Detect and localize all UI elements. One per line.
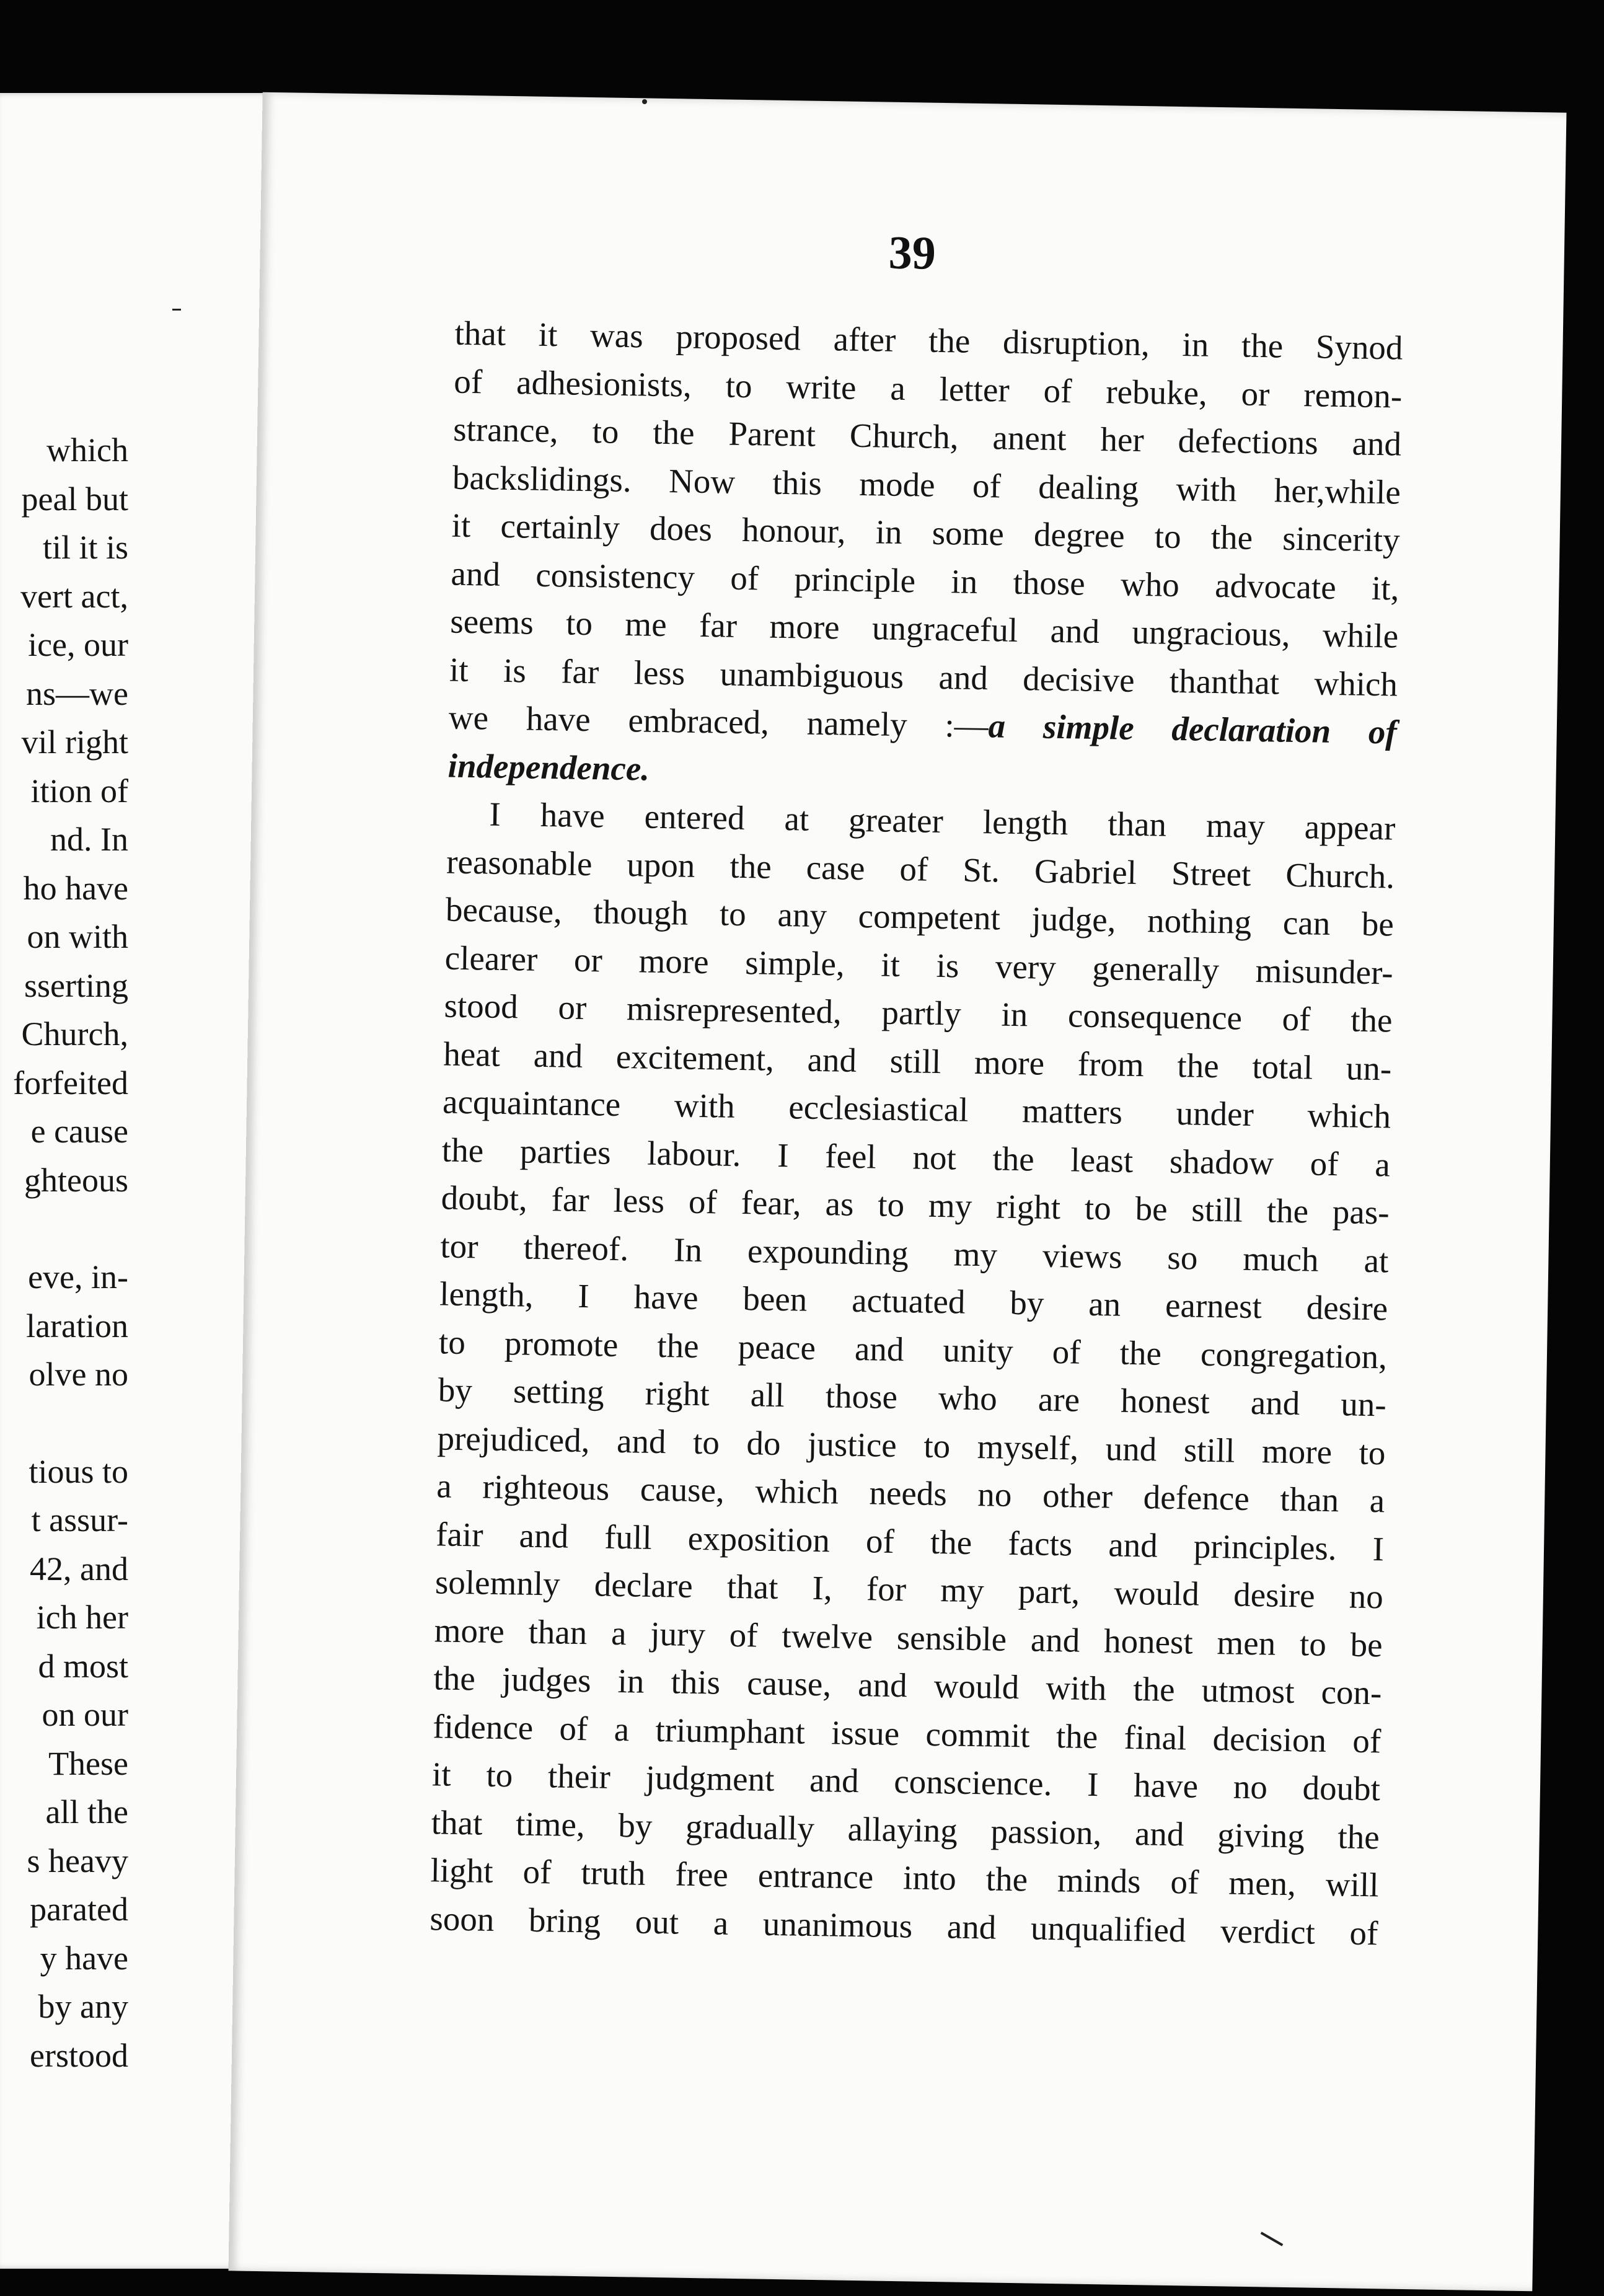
left-page-text (0, 426, 128, 2080)
left-fragment-group-c (0, 1447, 128, 2080)
text-line: the judges in this cause, and would with the utmost con- (433, 1659, 1382, 1712)
blank-line (0, 1399, 128, 1447)
left-text-fragment: erstood (30, 2036, 128, 2074)
text-line: backslidings. Now this mode of dealing with her,while (452, 458, 1401, 511)
paragraph-2 (430, 790, 1396, 1958)
body-text (430, 309, 1403, 1958)
text-line: fidence of a triumphant issue commit the final decision of (432, 1707, 1381, 1760)
text-line: that time, by gradually allaying passion, and giving the (431, 1803, 1380, 1856)
dust-speck (172, 309, 181, 311)
left-text-fragment: Church, (21, 1015, 128, 1053)
text-line: clearer or more simple, it is very generally misunder- (444, 938, 1394, 992)
text-line: heat and excitement, and still more from the total un- (443, 1034, 1392, 1087)
left-text-fragment: ich her (36, 1599, 128, 1636)
right-page (229, 92, 1567, 2292)
text-line: that it was proposed after the disruption, in the Synod (454, 314, 1403, 367)
dust-speck (642, 99, 647, 104)
text-line: and consistency of principle in those who advocate it, (451, 554, 1399, 607)
text-line: light of truth free entrance into the minds of men, will (430, 1851, 1380, 1904)
text-line: a righteous cause, which needs no other defence than a (436, 1467, 1385, 1520)
left-fragment-group-b (0, 1253, 128, 1399)
blank-line (0, 1204, 128, 1253)
left-text-fragment: on with (27, 918, 128, 955)
left-text-fragment: These (48, 1744, 128, 1782)
text-line: the parties labour. I feel not the least shadow of a (441, 1130, 1391, 1183)
text-line: more than a jury of twelve sensible and honest men to be (434, 1610, 1383, 1664)
left-text-fragment: on our (42, 1696, 128, 1733)
left-text-fragment: ition of (30, 772, 128, 810)
text-line: seems to me far more ungraceful and ungracious, while (449, 602, 1399, 655)
left-text-fragment: d most (38, 1647, 128, 1685)
left-text-fragment: nd. In (50, 821, 128, 858)
text-line: doubt, far less of fear, as to my right to be still the pas- (441, 1178, 1390, 1232)
left-text-fragment: vert act, (20, 577, 128, 615)
left-text-fragment: sserting (24, 966, 128, 1004)
text-line: it to their judgment and conscience. I have no doubt (431, 1755, 1381, 1808)
left-text-fragment: ghteous (24, 1161, 128, 1199)
left-text-fragment: t assur- (31, 1501, 128, 1539)
text-line: soon bring out a unanimous and unqualified verdict of (430, 1899, 1378, 1952)
text-line-roman: we have embraced, namely :— (448, 698, 989, 745)
left-text-fragment: tious to (29, 1452, 128, 1490)
text-line: solemnly declare that I, for my part, would desire no (434, 1563, 1384, 1616)
text-line: stood or misrepresented, partly in consequence of the (444, 986, 1393, 1040)
left-fragment-group-a (0, 426, 128, 1204)
text-line: it certainly does honour, in some degree to the sincerity (451, 506, 1401, 559)
left-text-fragment: vil right (21, 723, 128, 761)
text-line: I have entered at greater length than may appear (489, 795, 1396, 847)
left-text-fragment: s heavy (27, 1842, 128, 1879)
text-line: tor thereof. In expounding my views so much at (440, 1226, 1389, 1279)
left-text-fragment: ns—we (26, 674, 128, 712)
left-text-fragment: y have (40, 1939, 128, 1977)
left-text-fragment: laration (26, 1307, 128, 1344)
left-text-fragment: 42, and (30, 1550, 128, 1587)
text-line: fair and full exposition of the facts and principles. I (435, 1514, 1385, 1568)
text-line: it is far less unambiguous and decisive thanthat which (449, 650, 1398, 704)
text-line: to promote the peace and unity of the congregation, (438, 1322, 1388, 1375)
paragraph-1 (447, 309, 1403, 805)
text-line: acquaintance with ecclesiastical matters under which (442, 1082, 1391, 1136)
left-text-fragment: peal but (21, 480, 128, 518)
text-line: reasonable upon the case of St. Gabriel Street Church. (446, 842, 1395, 896)
text-line: strance, to the Parent Church, anent her defections and (452, 410, 1402, 463)
left-text-fragment: forfeited (13, 1064, 128, 1102)
left-text-fragment: e cause (30, 1113, 128, 1150)
left-text-fragment: all the (45, 1793, 128, 1830)
left-text-fragment: olve no (29, 1356, 128, 1393)
left-text-fragment: eve, in- (28, 1258, 128, 1296)
left-text-fragment: which (46, 431, 128, 469)
italic-phrase: independence. (447, 746, 650, 788)
left-text-fragment: parated (30, 1891, 128, 1928)
left-text-fragment: til it is (42, 529, 128, 566)
page-number: 39 (888, 226, 936, 280)
text-line: because, though to any competent judge, nothing can be (445, 890, 1395, 943)
text-line: length, I have been actuated by an earnest desire (439, 1274, 1388, 1328)
text-line: of adhesionists, to write a letter of rebuke, or remon- (453, 362, 1403, 415)
left-text-fragment: ho have (23, 869, 128, 907)
left-text-fragment: by any (38, 1988, 128, 2025)
text-line: by setting right all those who are honest and un- (438, 1371, 1387, 1424)
left-text-fragment: ice, our (28, 626, 128, 663)
text-line: prejudiced, and to do justice to myself, und still more to (437, 1418, 1386, 1472)
italic-phrase: a simple declaration of (988, 707, 1398, 751)
